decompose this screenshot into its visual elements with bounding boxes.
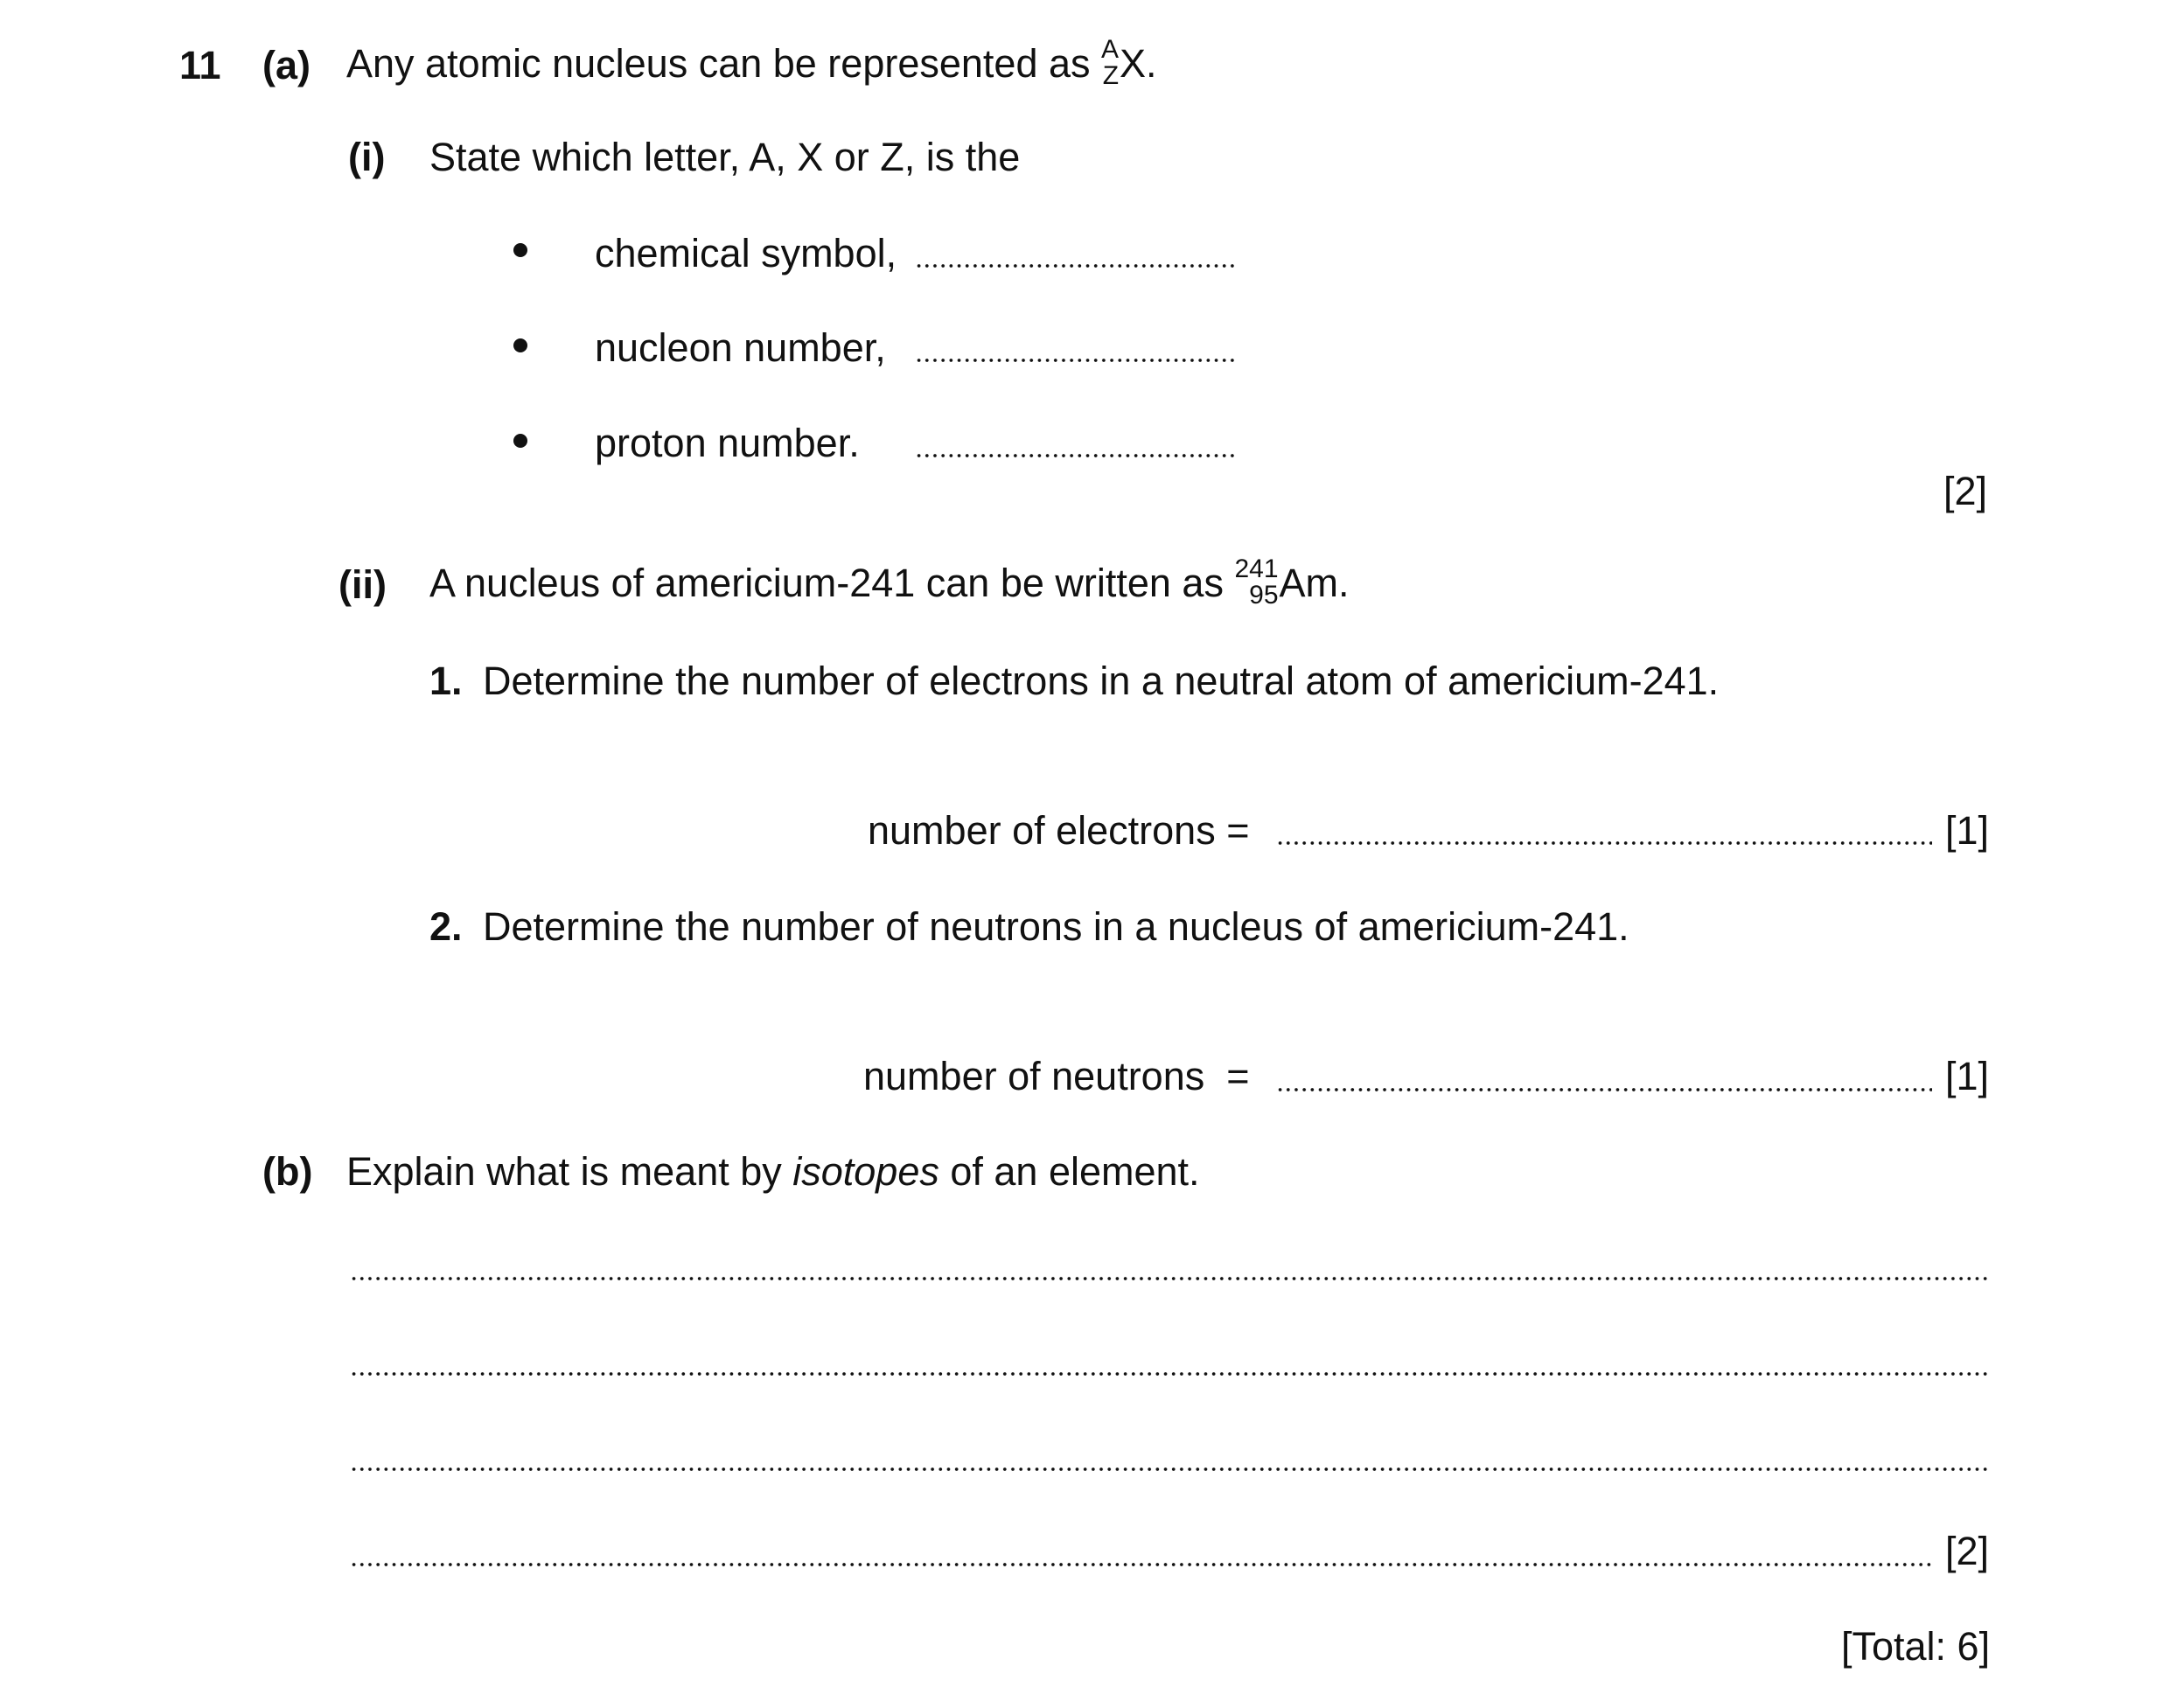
part-b-italic-term: isotopes [792,1149,939,1194]
part-b-prompt [346,1149,1200,1194]
answer-line-isotopes-2[interactable] [350,1370,1991,1377]
answer-line-nucleon-number[interactable] [915,357,1237,364]
bullet-nucleon-number: nucleon number, [595,325,886,370]
sub-ii-statement [429,554,1350,612]
bullet-dot [513,434,527,448]
part-a-text-after: . [1146,40,1157,86]
part-a-label: (a) [262,43,310,87]
sub-ii-label: (ii) [338,562,387,607]
bullet-dot [513,243,527,257]
marks-sub-i: [2] [1943,469,1988,513]
part-a-statement [346,35,1157,93]
bullet-proton-number: proton number. [595,421,860,465]
nuclide-americium [1234,554,1339,612]
answer-label-neutrons: number of neutrons = [863,1054,1250,1098]
answer-line-neutrons[interactable] [1276,1086,1932,1093]
q1-number: 1. [429,659,463,703]
part-a-text-before: Any atomic nucleus can be represented as [346,40,1101,86]
am-atomic-number: 95 [1249,581,1279,610]
bullet-dot [513,338,527,352]
sub-i-label: (i) [348,135,386,179]
answer-label-electrons: number of electrons = [868,808,1250,853]
am-symbol: Am [1279,560,1339,605]
answer-line-proton-number[interactable] [915,452,1237,459]
sub-ii-text-after: . [1338,560,1350,605]
nuclide-symbol: X [1120,40,1147,86]
answer-line-electrons[interactable] [1276,840,1932,847]
answer-line-isotopes-4[interactable] [350,1561,1933,1568]
total-marks: [Total: 6] [1841,1624,1991,1669]
part-b-text-before: Explain what is meant by [346,1149,793,1194]
answer-line-isotopes-3[interactable] [350,1466,1991,1473]
marks-part-b: [2] [1945,1529,1990,1573]
sub-ii-text-before: A nucleus of americium-241 can be written as [429,560,1235,605]
part-b-label: (b) [262,1149,313,1194]
sub-i-prompt: State which letter, A, X or Z, is the [429,135,1021,179]
nuclide-atomic-number: Z [1102,61,1120,90]
nuclide-generic [1101,35,1147,93]
answer-line-isotopes-1[interactable] [350,1275,1991,1282]
q2-text: Determine the number of neutrons in a nucleus of americium-241. [483,904,1629,949]
marks-q2: [1] [1945,1054,1990,1098]
part-b-text-after: of an element. [938,1149,1200,1194]
am-mass-number: 241 [1234,554,1279,583]
question-number: 11 [179,43,221,87]
answer-line-chemical-symbol[interactable] [915,262,1237,269]
q1-text: Determine the number of electrons in a neutral atom of americium-241. [483,659,1720,703]
marks-q1: [1] [1945,808,1990,853]
nuclide-mass-number: A [1101,35,1120,64]
bullet-chemical-symbol: chemical symbol, [595,231,897,275]
q2-number: 2. [429,904,463,949]
